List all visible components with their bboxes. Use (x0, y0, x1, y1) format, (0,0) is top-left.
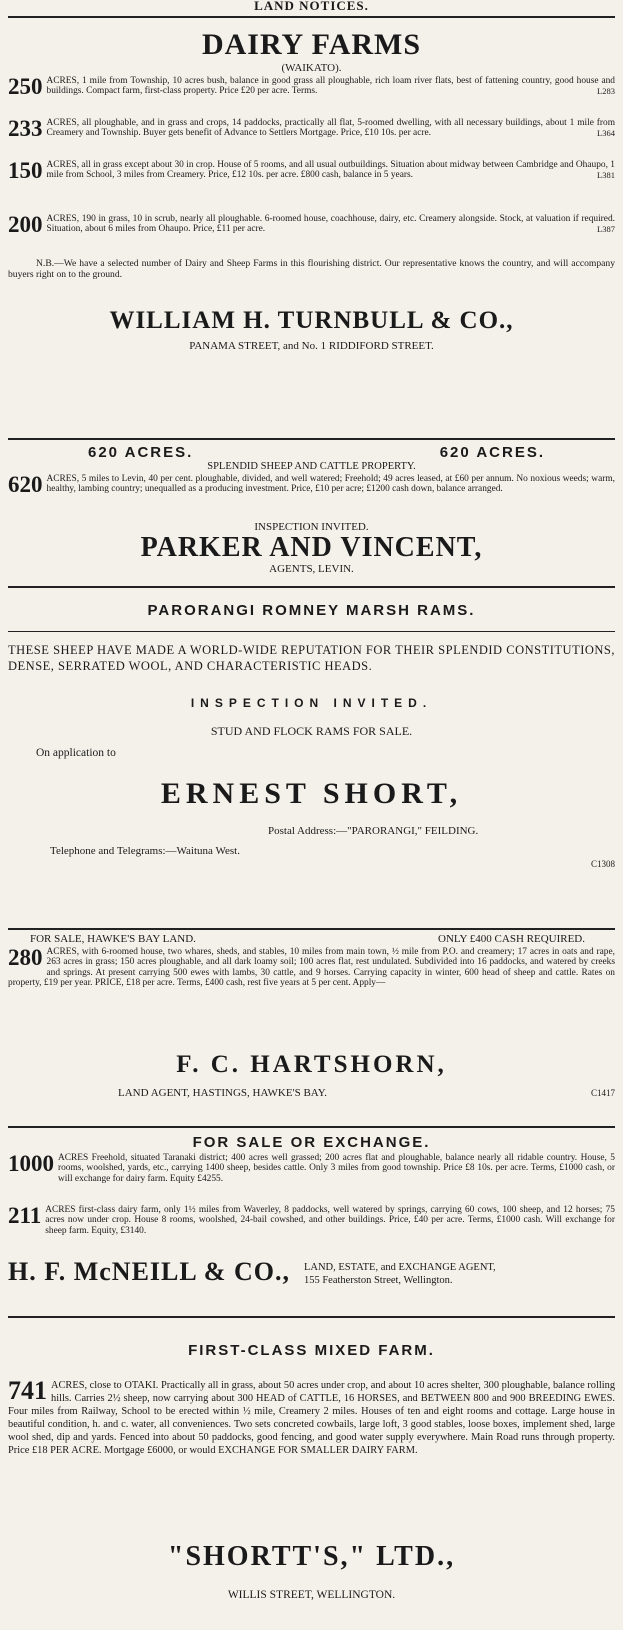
listing-acres: 233 (8, 118, 43, 141)
listing (8, 1379, 615, 1535)
listing-text: ACRES first-class dairy farm, only 1½ miles from Waverley, 8 paddocks, well watered by springs, carrying 60 cows, 100 sheep, and 12 horses; 75 acres now under crop. House 8 rooms, woolshed, 24-bail cowshed, and other buildings. Price, £40 per acre. Terms, £1000 cash. Will exchange for sheep farm. Equity, £3140. (45, 1205, 615, 1236)
listing-text: ACRES, all ploughable, and in grass and crops, 14 paddocks, practically all flat, 5-roomed dwelling, with all necessary buildings, about 1 mile from Creamery and Township. Buyer gets benefit of Advance to Settlers Mortgage. Price, £10 10s. per acre. (46, 118, 615, 139)
inspection-note: INSPECTION INVITED. (190, 696, 433, 710)
stud-note: STUD AND FLOCK RAMS FOR SALE. (210, 724, 413, 738)
listing (8, 214, 615, 254)
listing-text: ACRES Freehold, situated Taranaki district; 400 acres well grassed; 200 acres flat and ploughable, balance nearly all ridable country. House, 5 rooms, woolshed, yards, etc., carrying 1400 sheep, besides cattle. Only 3 miles from good township. Price £8 10s. per acre. Terms, £1000 cash, or will exchange for dairy farm. Equity £4255. (58, 1153, 615, 1184)
listing (8, 947, 615, 1049)
ad-heading-right: ONLY £400 CASH REQUIRED. (438, 933, 585, 945)
ad-title: DAIRY FARMS (201, 28, 422, 61)
section-header: LAND NOTICES. (254, 0, 369, 13)
ad-text: THESE SHEEP HAVE MADE A WORLD-WIDE REPUTATION FOR THEIR SPLENDID CONSTITUTIONS, DENSE, SERRATED WOOL, AND CHARACTERISTIC HEADS. (8, 643, 615, 673)
firm-line-2: 155 Featherston Street, Wellington. (303, 1275, 453, 1286)
ad-sale-or-exchange (8, 1128, 615, 1316)
listing-acres: 280 (8, 947, 43, 970)
listing-acres: 620 (8, 474, 43, 497)
listing (8, 474, 615, 518)
contact-name: ERNEST SHORT, (160, 777, 463, 810)
listing-text: ACRES, 1 mile from Township, 10 acres bush, balance in good grass all ploughable, rich loam river flats, best of fattening country, good house and buildings. Compact farm, first-class property. Price £20 per acre. Terms. (46, 76, 615, 97)
firm-name: PARKER AND VINCENT, (140, 533, 483, 563)
ad-subtitle: (WAIKATO). (281, 62, 342, 74)
apply-note: Apply— (352, 978, 386, 989)
ad-heading-right: 620 ACRES. (439, 444, 545, 461)
listing-code: L387 (597, 224, 615, 235)
listing-code: L364 (597, 128, 615, 139)
listing-code: L381 (597, 170, 615, 181)
telephone-note: Telephone and Telegrams:—Waituna West. (50, 845, 240, 857)
listing-text: ACRES, with 6-roomed house, two whares, sheds, and stables, 10 miles from main town, ½ mile from P.O. and creamery; 17 acres in oats and rape, 263 acres in grass; 150 acres ploughable, and all dark loamy soil; 100 acres flat, rest undulated. Subdivided into 16 paddocks, and watered by creeks and springs. At present carrying 500 ewes with lambs, 30 cattle, and 9 horses. Carrying capacity in winter, 600 head of sheep and cattle. Rates on property, £19 per year. PRICE, £18 per acre. Terms, £400 cash, rest five years at 5 per cent. (8, 947, 615, 989)
ad-subheading: SPLENDID SHEEP AND CATTLE PROPERTY. (207, 461, 416, 472)
listing (8, 1153, 615, 1203)
ad-title: FIRST-CLASS MIXED FARM. (188, 1342, 435, 1359)
listing-acres: 250 (8, 76, 43, 99)
firm-agent: LAND AGENT, HASTINGS, HAWKE'S BAY. (118, 1087, 327, 1099)
ad-dairy-farms (8, 18, 615, 438)
listing (8, 76, 615, 116)
ad-parorangi-rams (8, 588, 615, 928)
ad-hawkes-bay-land (8, 930, 615, 1126)
application-note: On application to (36, 747, 116, 759)
ad-mixed-farm (8, 1318, 615, 1614)
listing (8, 118, 615, 158)
divider (8, 631, 615, 632)
listing-acres: 200 (8, 214, 43, 237)
firm-name: H. F. McNEILL & CO., (8, 1257, 290, 1286)
listing-text: ACRES, close to OTAKI. Practically all in grass, about 50 acres under crop, and about 10 acres shelter, 300 ploughable, balance rolling hills. Carries 2½ sheep, now carrying about 300 HEAD of CATTLE, 16 HORSES, and BETWEEN 800 and 900 BREEDING EWES. Four miles from Railway, School to be erected within ½ mile, Creamery 2 miles. Houses of ten and eight rooms and cottage. Large house in beautiful condition, h. and c. water, all conveniences. Two sets concreted cowbails, large loft, 3 good stables, loose boxes, implement shed, large wool shed, dip and yards. Fenced into about 50 paddocks, good fencing, and good water supply everywhere. Main Road runs through property. Price £18 PER ACRE. Mortgage £6000, or would EXCHANGE FOR SMALLER DAIRY FARM. (8, 1380, 615, 1456)
listing-text: ACRES, 190 in grass, 10 in scrub, nearly all ploughable. 6-roomed house, coachhouse, dairy, etc. Creamery alongside. Stock, at valuation if required. Situation, about 6 miles from Ohaupo. Price, £11 per acre. (46, 214, 615, 235)
listing-acres: 211 (8, 1205, 42, 1228)
firm-name: WILLIAM H. TURNBULL & CO., (109, 307, 514, 334)
firm-name: "SHORTT'S," LTD., (167, 1541, 456, 1572)
ad-code: C1417 (590, 1088, 615, 1098)
firm-address: WILLIS STREET, WELLINGTON. (227, 1589, 396, 1601)
ad-heading-left: FOR SALE, HAWKE'S BAY LAND. (30, 933, 196, 945)
firm-line-1: LAND, ESTATE, and EXCHANGE AGENT, (303, 1262, 496, 1273)
listing (8, 1205, 615, 1255)
inspection-note: INSPECTION INVITED. (254, 521, 369, 533)
listing-acres: 741 (8, 1379, 47, 1405)
firm-agents: AGENTS, LEVIN. (269, 563, 354, 575)
ad-note: N.B.—We have a selected number of Dairy and Sheep Farms in this flourishing district. Our representative knows the country, and will accompany buyers right on to the ground. (8, 258, 615, 280)
ad-title: FOR SALE OR EXCHANGE. (192, 1134, 431, 1151)
ad-heading-left: 620 ACRES. (88, 444, 194, 461)
listing-acres: 150 (8, 160, 43, 183)
firm-address: PANAMA STREET, and No. 1 RIDDIFORD STREET. (189, 340, 434, 352)
listing-code: L283 (597, 86, 615, 97)
listing-text: ACRES, 5 miles to Levin, 40 per cent. ploughable, divided, and well watered; Freehold; 49 acres leased, at £60 per annum. No noxious weeds; warm, healthy, lambing country; unequalled as a producing investment. Price, £10 per acre; £1200 cash down, balance arranged. (46, 474, 615, 495)
newspaper-page (8, 0, 615, 1630)
ad-title: PARORANGI ROMNEY MARSH RAMS. (147, 602, 476, 619)
listing (8, 160, 615, 212)
listing-acres: 1000 (8, 1153, 54, 1176)
postal-address: Postal Address:—"PARORANGI," FEILDING. (268, 825, 479, 837)
ad-code: C1308 (590, 859, 615, 869)
ad-620-acres (8, 440, 615, 586)
firm-name: F. C. HARTSHORN, (176, 1051, 447, 1078)
listing-text: ACRES, all in grass except about 30 in crop. House of 5 rooms, and all usual outbuildings. Situation about midway between Cambridge and Ohaupo, 1 mile from School, 3 miles from Creamery. Price, £12 10s. per acre. £800 cash, balance in 5 years. (46, 160, 615, 181)
